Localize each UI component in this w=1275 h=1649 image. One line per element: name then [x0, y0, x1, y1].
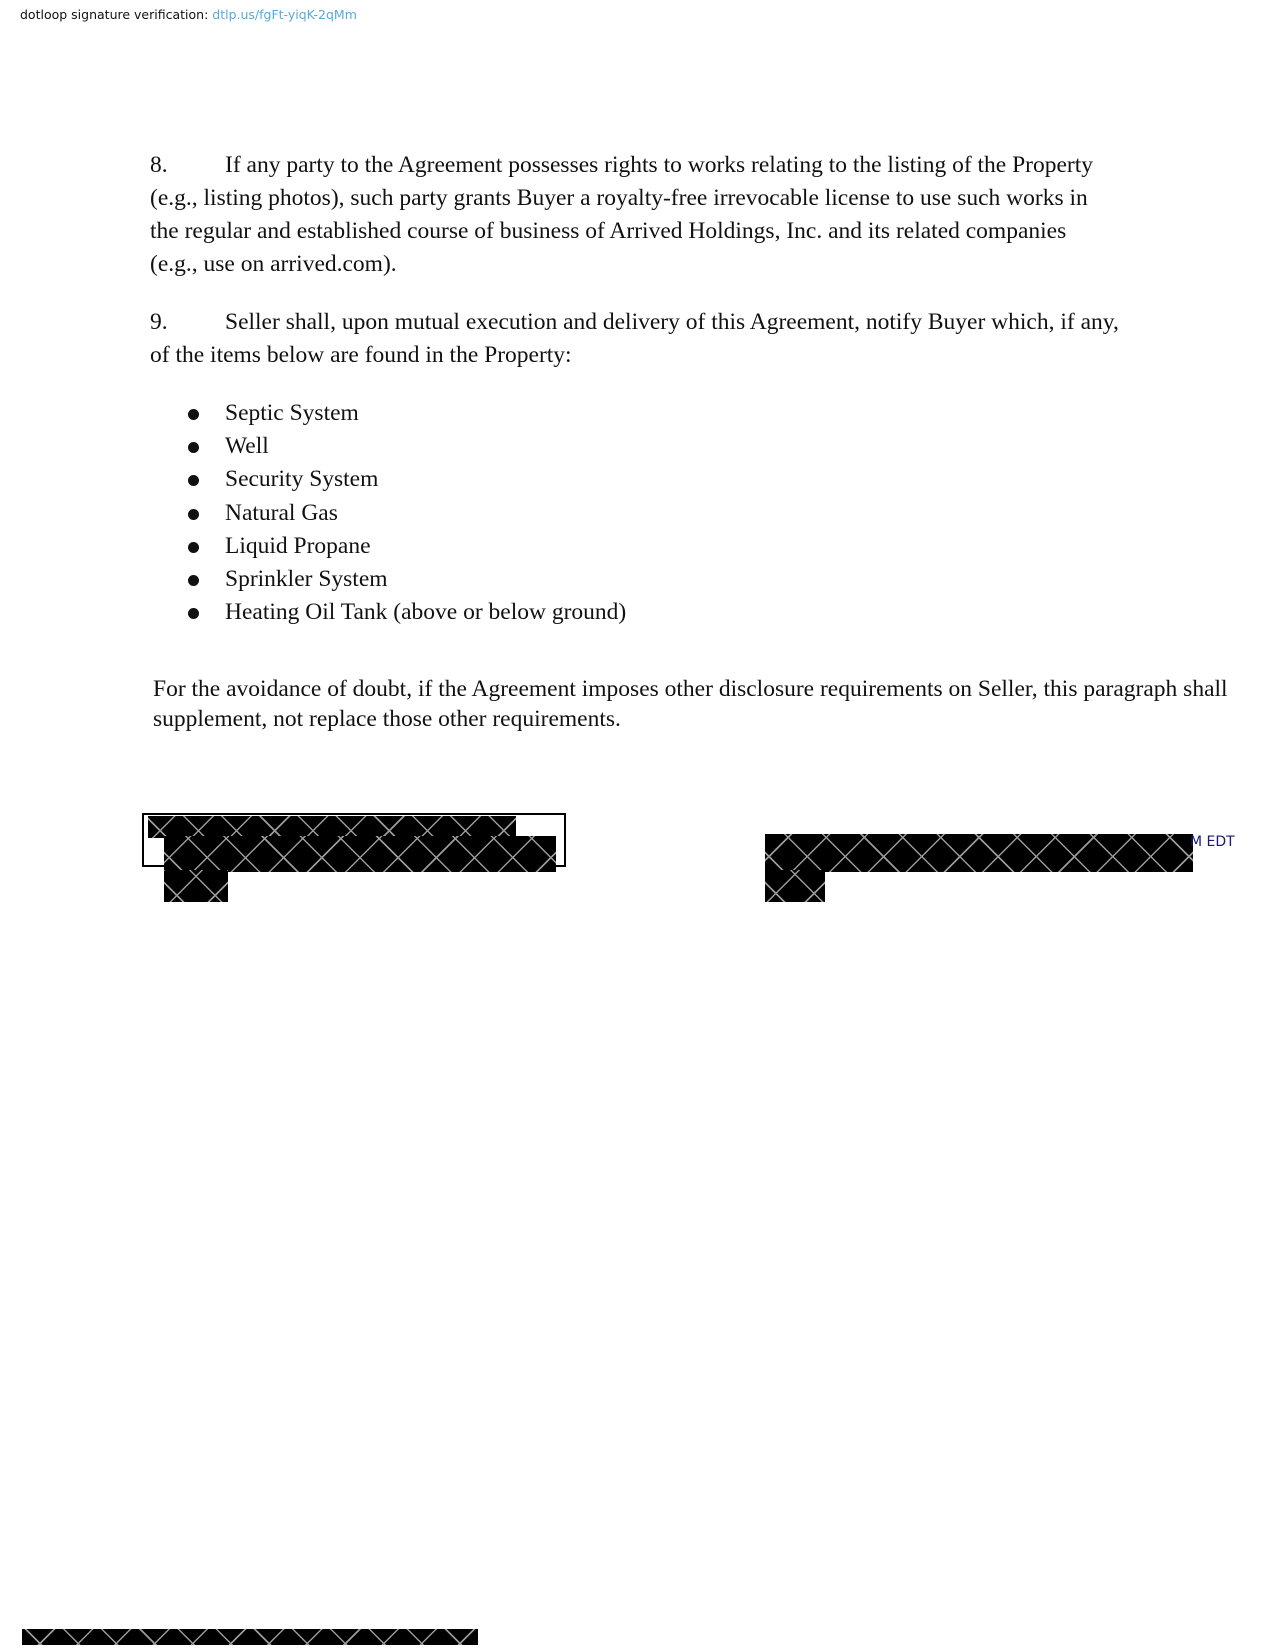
redacted-footer [22, 1629, 478, 1645]
paragraph-8-text: If any party to the Agreement possesses rights to works relating to the listing of the Property (e.g., listing photos), such party grants Buyer a royalty-free irrevocable license to use such works in the regular and established course of business of Arrived Holdings, Inc. and its related companies (e.g., use on arrived.com). [150, 152, 1094, 277]
bullet-icon [188, 475, 199, 486]
bullet-icon [188, 542, 199, 553]
redacted-timestamp-extra [765, 870, 825, 902]
bullet-icon [188, 409, 199, 420]
redacted-timestamp [765, 834, 1193, 872]
paragraph-9-number: 9. [150, 309, 168, 335]
list-item: Well [150, 430, 626, 463]
verification-label: dotloop signature verification: [20, 7, 209, 22]
paragraph-9-text: Seller shall, upon mutual execution and delivery of this Agreement, notify Buyer which, if any, of the items below are found in the Property: [150, 309, 1119, 368]
redacted-signature [164, 836, 556, 872]
list-item: Natural Gas [150, 497, 626, 530]
verification-link[interactable]: dtlp.us/fgFt-yiqK-2qMm [212, 7, 357, 22]
bullet-icon [188, 442, 199, 453]
list-item: Septic System [150, 397, 626, 430]
property-items-list [150, 397, 626, 629]
bullet-icon [188, 608, 199, 619]
avoidance-paragraph: For the avoidance of doubt, if the Agreement imposes other disclosure requirements on Seller, this paragraph shall supplement, not replace those other requirements. [153, 676, 1228, 732]
list-item: Sprinkler System [150, 563, 626, 596]
timestamp-suffix: M EDT [1190, 834, 1235, 850]
list-item: Heating Oil Tank (above or below ground) [150, 596, 626, 629]
paragraph-9 [150, 306, 1130, 372]
redacted-signature-initials [164, 870, 228, 902]
bullet-icon [188, 575, 199, 586]
dotloop-verification [20, 7, 357, 22]
paragraph-8 [150, 149, 1110, 281]
redacted-signature-name [148, 816, 516, 838]
list-item: Security System [150, 463, 626, 496]
bullet-icon [188, 509, 199, 520]
list-item: Liquid Propane [150, 530, 626, 563]
paragraph-8-number: 8. [150, 152, 168, 178]
